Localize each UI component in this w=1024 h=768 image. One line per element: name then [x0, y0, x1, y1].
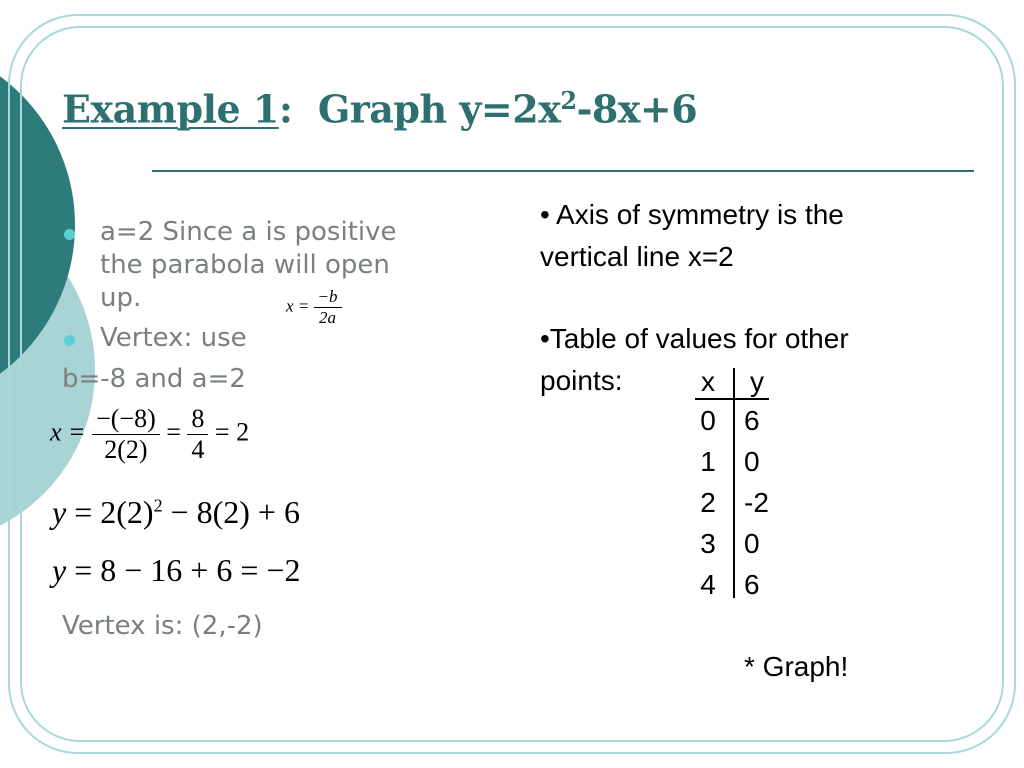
- axis-line2: vertical line x=2: [540, 241, 734, 272]
- table-cell-x: 0: [700, 405, 716, 436]
- table-header-x: x: [701, 366, 715, 397]
- table-header-y: y: [750, 366, 764, 397]
- title-graph-prefix: Graph y=2x: [317, 86, 561, 132]
- y-calc1-exp: 2: [153, 495, 163, 516]
- title-colon: :: [278, 86, 293, 132]
- table-cell-y: 0: [744, 446, 760, 477]
- bullet1-line3: up.: [100, 283, 142, 313]
- y-calculation-1: [52, 494, 300, 531]
- table-cell-x: 1: [700, 446, 716, 477]
- y-calc2-lhs: y: [52, 552, 67, 588]
- x-calc-lhs: x =: [50, 417, 86, 447]
- bullet-dot-2: [64, 335, 75, 346]
- x-calc-den2: 4: [191, 435, 205, 464]
- y-calc2-rhs: = 8 − 16 + 6 = −2: [74, 552, 301, 588]
- axis-line1: • Axis of symmetry is the: [540, 199, 844, 230]
- table-divider: [733, 368, 735, 598]
- graph-note: * Graph!: [744, 651, 849, 682]
- table-cell-y: 6: [744, 569, 760, 600]
- vertex-formula-lhs: x =: [286, 296, 310, 316]
- table-intro-line2: points:: [540, 365, 623, 396]
- title-divider: [152, 170, 974, 172]
- x-calculation: [50, 404, 249, 465]
- vertex-formula: [286, 287, 342, 328]
- x-calc-eq1: =: [166, 417, 181, 447]
- y-calculation-2: [52, 552, 300, 589]
- title-example: Example 1: [62, 86, 279, 132]
- left-line3: b=-8 and a=2: [62, 364, 246, 394]
- slide-title: [62, 86, 697, 132]
- vertex-formula-den: 2a: [319, 308, 337, 327]
- y-calc1-rhs-a: = 2(2): [74, 494, 154, 530]
- vertex-result: Vertex is: (2,-2): [62, 611, 263, 641]
- table-cell-x: 4: [700, 569, 716, 600]
- bullet2-text: Vertex: use: [100, 323, 247, 353]
- title-graph-suffix: -8x+6: [576, 86, 698, 132]
- table-cell-x: 2: [700, 487, 716, 518]
- vertex-formula-num: −b: [317, 287, 338, 306]
- bullet1-line1: a=2 Since a is positive: [100, 217, 397, 247]
- bullet1-line2: the parabola will open: [100, 250, 390, 280]
- y-calc1-rhs-b: − 8(2) + 6: [170, 494, 300, 530]
- table-cell-y: 0: [744, 528, 760, 559]
- table-cell-y: 6: [744, 405, 760, 436]
- y-calc1-lhs: y: [52, 494, 67, 530]
- title-exponent: 2: [560, 86, 577, 115]
- table-intro-line1: •Table of values for other: [540, 323, 849, 354]
- x-calc-den1: 2(2): [104, 435, 148, 464]
- x-calc-result: = 2: [214, 417, 250, 447]
- x-calc-num2: 8: [187, 404, 208, 435]
- x-calc-num1: −(−8): [92, 404, 160, 435]
- table-cell-x: 3: [700, 528, 716, 559]
- table-cell-y: -2: [744, 487, 769, 518]
- bullet-dot-1: [64, 229, 75, 240]
